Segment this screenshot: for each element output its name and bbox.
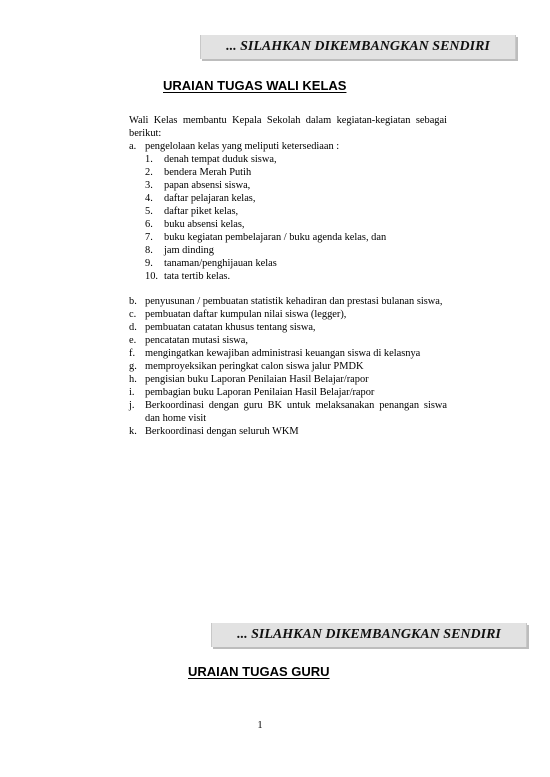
sub-text: tanaman/penghijauan kelas xyxy=(164,258,277,269)
list-marker: h. xyxy=(129,374,137,385)
sub-text: tata tertib kelas. xyxy=(164,271,231,282)
sub-list-item xyxy=(145,192,447,205)
sub-text: daftar piket kelas, xyxy=(164,206,239,217)
list-text: penyusunan / pembuatan statistik kehadiran dan prestasi bulanan siswa, xyxy=(145,296,443,307)
list-text: pengelolaan kelas yang meliputi ketersediaan : xyxy=(145,141,340,152)
sub-list xyxy=(145,153,447,283)
list-text: pengisian buku Laporan Penilaian Hasil Belajar/rapor xyxy=(145,374,369,385)
list-marker: f. xyxy=(129,348,136,359)
sub-marker: 10. xyxy=(145,271,158,282)
sub-list-item xyxy=(145,231,447,244)
sub-marker: 6. xyxy=(145,219,153,230)
duties-content xyxy=(129,114,447,438)
sub-text: daftar pelajaran kelas, xyxy=(164,193,256,204)
banner-bottom: ... SILAHKAN DIKEMBANGKAN SENDIRI xyxy=(211,623,527,647)
list-item xyxy=(129,321,447,334)
list-item xyxy=(129,399,447,425)
sub-marker: 1. xyxy=(145,154,153,165)
list-text: pencatatan mutasi siswa, xyxy=(145,335,249,346)
sub-marker: 7. xyxy=(145,232,153,243)
list-item xyxy=(129,295,447,308)
title-wali-kelas: URAIAN TUGAS WALI KELAS xyxy=(163,78,347,93)
page-number: 1 xyxy=(257,720,263,731)
sub-text: bendera Merah Putih xyxy=(164,167,252,178)
list-item xyxy=(129,425,447,438)
list-item xyxy=(129,334,447,347)
sub-list-item xyxy=(145,166,447,179)
list-text: mengingatkan kewajiban administrasi keuangan siswa di kelasnya xyxy=(145,348,421,359)
list-marker: g. xyxy=(129,361,137,372)
list-item-a xyxy=(129,140,447,153)
intro-paragraph: Wali Kelas membantu Kepala Sekolah dalam kegiatan-kegiatan sebagai berikut: xyxy=(129,115,447,139)
sub-text: buku kegiatan pembelajaran / buku agenda kelas, dan xyxy=(164,232,387,243)
sub-list-item xyxy=(145,218,447,231)
sub-marker: 4. xyxy=(145,193,153,204)
sub-text: denah tempat duduk siswa, xyxy=(164,154,277,165)
list-text: pembuatan daftar kumpulan nilai siswa (legger), xyxy=(145,309,347,320)
list-marker: a. xyxy=(129,141,137,152)
list-marker: c. xyxy=(129,309,137,320)
spacer xyxy=(129,283,447,295)
list-item xyxy=(129,308,447,321)
list-item xyxy=(129,347,447,360)
list-text: pembagian buku Laporan Penilaian Hasil Belajar/rapor xyxy=(145,387,375,398)
sub-marker: 5. xyxy=(145,206,153,217)
list-item xyxy=(129,373,447,386)
list-marker: e. xyxy=(129,335,137,346)
title-guru: URAIAN TUGAS GURU xyxy=(188,664,330,679)
list-marker: b. xyxy=(129,296,137,307)
list-text: Berkoordinasi dengan seluruh WKM xyxy=(145,426,299,437)
list-text: pembuatan catatan khusus tentang siswa, xyxy=(145,322,316,333)
sub-marker: 3. xyxy=(145,180,153,191)
list-item xyxy=(129,386,447,399)
sub-list-item xyxy=(145,244,447,257)
sub-list-item xyxy=(145,257,447,270)
sub-text: buku absensi kelas, xyxy=(164,219,245,230)
sub-list-item xyxy=(145,205,447,218)
list-text: Berkoordinasi dengan guru BK untuk melaksanakan penangan siswa dan home visit xyxy=(145,400,447,424)
sub-list-item xyxy=(145,179,447,192)
list-marker: j. xyxy=(129,400,135,411)
list-item xyxy=(129,360,447,373)
sub-marker: 9. xyxy=(145,258,153,269)
banner-top: ... SILAHKAN DIKEMBANGKAN SENDIRI xyxy=(200,35,516,59)
list-marker: k. xyxy=(129,426,137,437)
list-text: memproyeksikan peringkat calon siswa jalur PMDK xyxy=(145,361,364,372)
list-marker: i. xyxy=(129,387,135,398)
sub-marker: 2. xyxy=(145,167,153,178)
list-marker: d. xyxy=(129,322,137,333)
sub-marker: 8. xyxy=(145,245,153,256)
sub-list-item xyxy=(145,270,447,283)
sub-list-item xyxy=(145,153,447,166)
sub-text: papan absensi siswa, xyxy=(164,180,251,191)
sub-text: jam dinding xyxy=(164,245,214,256)
